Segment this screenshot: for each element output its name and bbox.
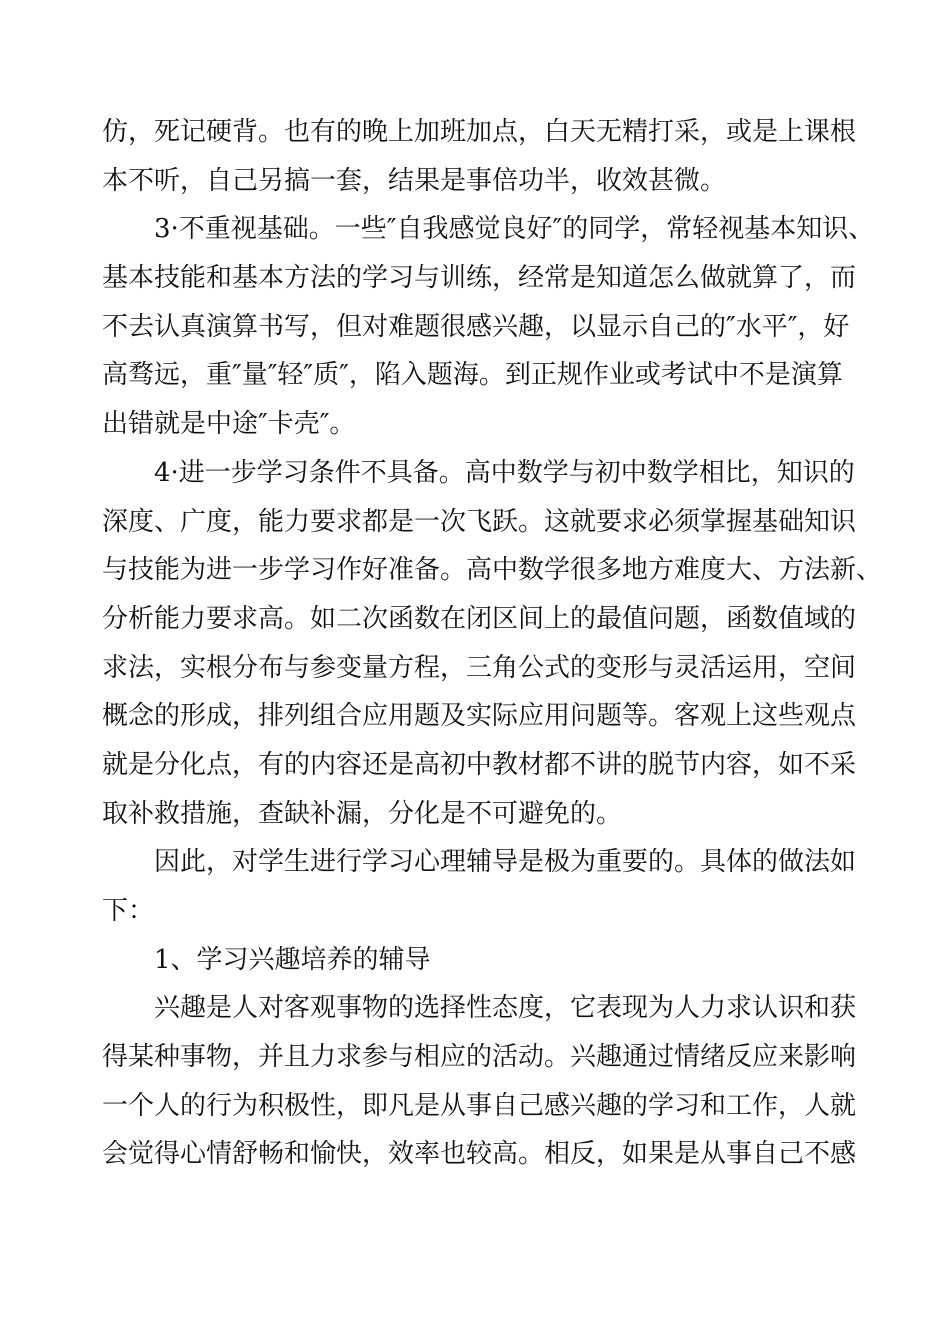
- text-line: 深度、广度，能力要求都是一次飞跃。这就要求必须掌握基础知识: [102, 506, 857, 537]
- text-line: 取补救措施，查缺补漏，分化是不可避免的。: [102, 798, 623, 829]
- text-line: 与技能为进一步学习作好准备。高中数学很多地方难度大、方法新、: [102, 555, 883, 586]
- text-line: 1、学习兴趣培养的辅导: [154, 944, 431, 975]
- text-line: 本不听，自己另搞一套，结果是事倍功半，收效甚微。: [102, 165, 727, 196]
- text-line: 4·进一步学习条件不具备。高中数学与初中数学相比，知识的: [154, 457, 855, 488]
- text-line: 仿，死记硬背。也有的晚上加班加点，白天无精打采，或是上课根: [102, 117, 857, 147]
- text-line: 就是分化点，有的内容还是高初中教材都不讲的脱节内容，如不采: [102, 749, 857, 780]
- text-line: 出错就是中途″卡壳″。: [102, 409, 356, 440]
- text-line: 分析能力要求高。如二次函数在闭区间上的最值问题，函数值域的: [102, 603, 857, 634]
- text-line: 一个人的行为积极性，即凡是从事自己感兴趣的学习和工作，人就: [102, 1090, 857, 1121]
- text-line: 高骛远，重″量″轻″质″，陷入题海。到正规作业或考试中不是演算: [102, 360, 843, 391]
- text-line: 下：: [102, 896, 155, 926]
- text-line: 得某种事物，并且力求参与相应的活动。兴趣通过情绪反应来影响: [102, 1042, 857, 1073]
- text-line: 会觉得心情舒畅和愉快，效率也较高。相反，如果是从事自己不感: [102, 1139, 857, 1170]
- text-line: 不去认真演算书写，但对难题很感兴趣，以显示自己的″水平″，好: [102, 311, 850, 342]
- text-line: 基本技能和基本方法的学习与训练，经常是知道怎么做就算了，而: [102, 263, 857, 294]
- text-line: 概念的形成，排列组合应用题及实际应用问题等。客观上这些观点: [102, 701, 857, 732]
- text-line: 3·不重视基础。一些″自我感觉良好″的同学，常轻视基本知识、: [154, 214, 875, 245]
- text-line: 因此，对学生进行学习心理辅导是极为重要的。具体的做法如: [154, 847, 857, 878]
- text-line: 兴趣是人对客观事物的选择性态度，它表现为人力求认识和获: [154, 993, 857, 1024]
- body-text: [102, 108, 883, 1179]
- text-line: 求法，实根分布与参变量方程，三角公式的变形与灵活运用，空间: [102, 652, 857, 683]
